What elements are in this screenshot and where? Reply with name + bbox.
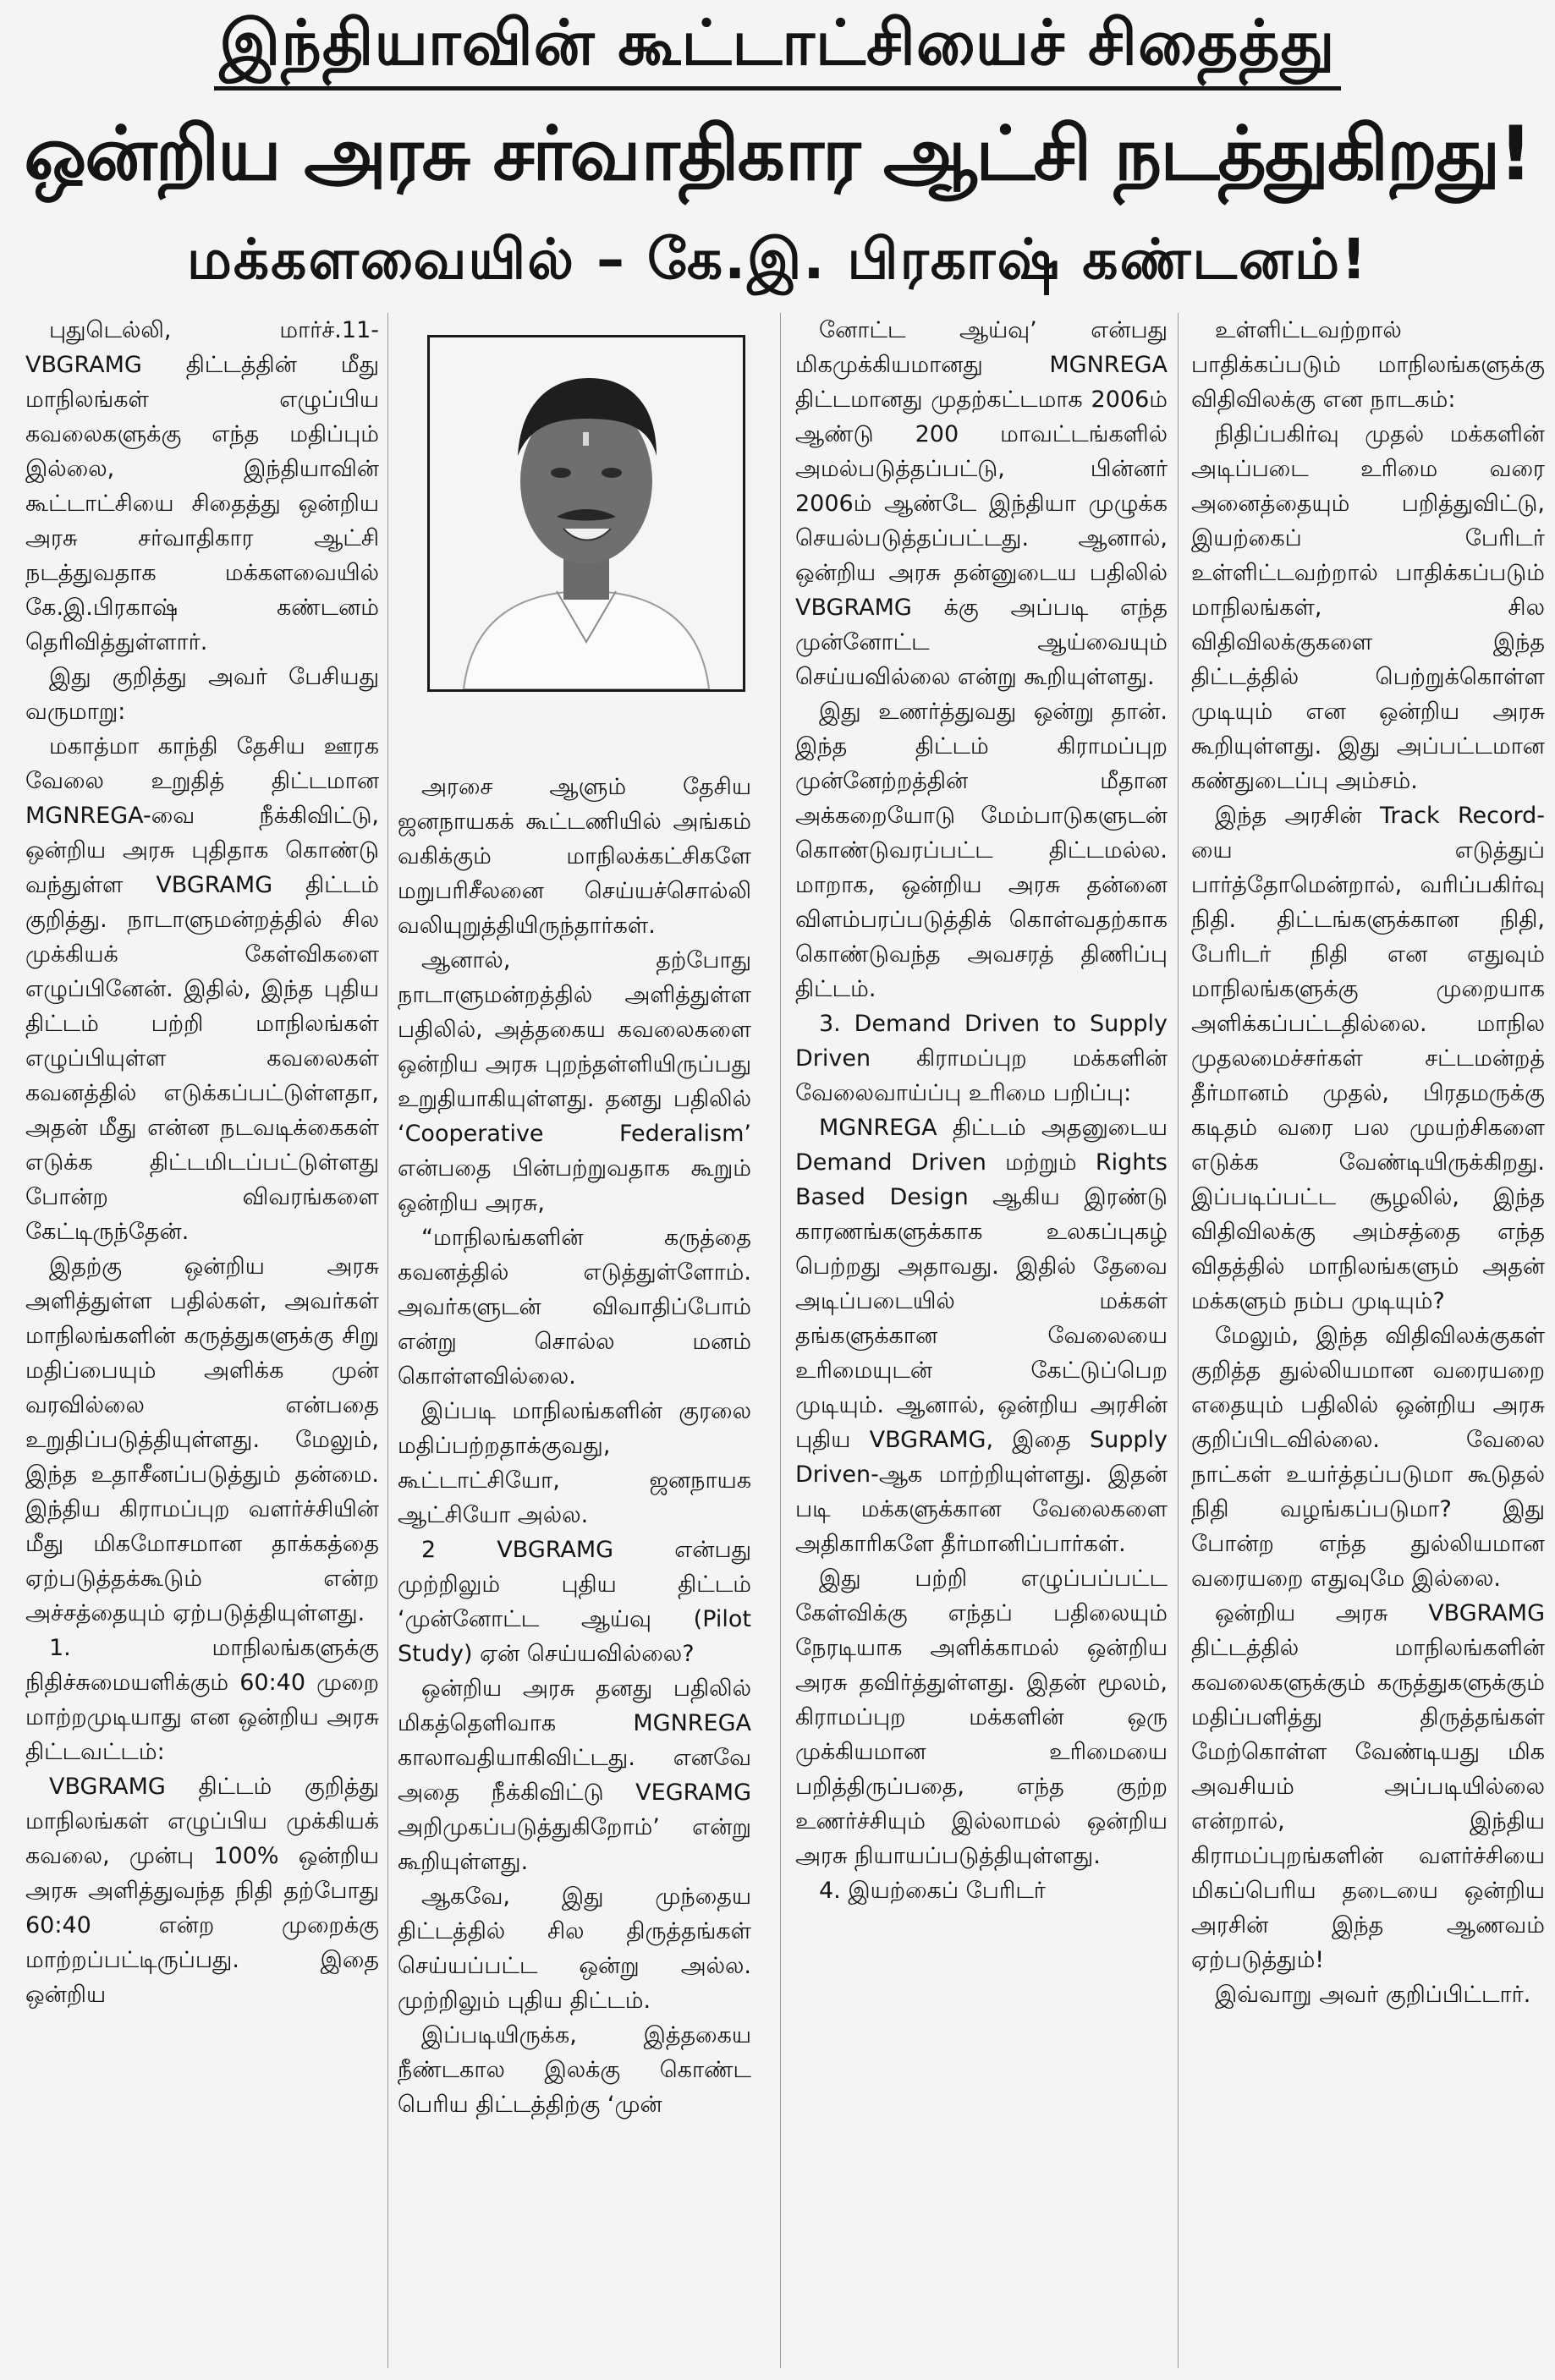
kicker: [0, 7, 1555, 88]
paragraph: இந்த அரசின் Track Record-யை எடுத்துப் பார்த்தோமென்றால், வரிப்பகிர்வு நிதி. திட்டங்களுக்கான நிதி, பேரிடர் நிதி என எதுவும் மாநிலங்களுக்கு முறையாக அளிக்கப்பட்டதில்லை. மாநில முதலமைச்சர்கள் சட்டமன்றத் தீர்மானம் முதல், பிரதமருக்கு கடிதம் வரை பல முயற்சிகளை எடுக்க வேண்டியிருக்கிறது. இப்படிப்பட்ட சூழலில், இந்த விதிவிலக்கு அம்சத்தை எந்த விதத்தில் மாநிலங்களும் அதன் மக்களும் நம்ப முடியும்?: [1191, 803, 1545, 1314]
speaker-photo: [427, 335, 745, 692]
column-3: [795, 313, 1168, 2377]
paragraph: இதற்கு ஒன்றிய அரசு அளித்துள்ள பதில்கள், அவர்கள் மாநிலங்களின் கருத்துகளுக்கு சிறு மதிப்பையும் அளிக்க முன் வரவில்லை என்பதை உறுதிப்படுத்தியுள்ளது. மேலும், இந்த உதாசீனப்படுத்தும் தன்மை. இந்திய கிராமப்புற வளர்ச்சியின் மீது மிகமோசமான தாக்கத்தை ஏற்படுத்தக்கூடும் என்ற அச்சத்தையும் ஏற்படுத்தியுள்ளது.: [25, 1253, 379, 1626]
paragraph: இது உணர்த்துவது ஒன்று தான். இந்த திட்டம் கிராமப்புற முன்னேற்றத்தின் மீதான அக்கறையோடு மேம்பாடுகளுடன் கொண்டுவரப்பட்ட திட்டமல்ல. மாறாக, ஒன்றிய அரசு தன்னை விளம்பரப்படுத்திக் கொள்வதற்காக கொண்டுவந்த அவசரத் திணிப்பு திட்டம்.: [795, 699, 1168, 1002]
section-heading: 1. மாநிலங்களுக்கு நிதிச்சுமையளிக்கும் 60:40 முறை மாற்றமுடியாது என ஒன்றிய அரசு திட்டவட்டம்:: [25, 1635, 379, 1765]
paragraph: மேலும், இந்த விதிவிலக்குகள் குறித்த துல்லியமான வரையறை எதையும் பதிலில் ஒன்றிய அரசு குறிப்பிடவில்லை. வேலை நாட்கள் உயர்த்தப்படுமா கூடுதல் நிதி வழங்கப்படுமா? இது போன்ற எந்த துல்லியமான வரையறை எதுவுமே இல்லை.: [1191, 1323, 1545, 1592]
section-heading: 4. இயற்கைப் பேரிடர்: [819, 1878, 1046, 1904]
paragraph: இது குறித்து அவர் பேசியது வருமாறு:: [25, 664, 379, 725]
section-heading: 3. Demand Driven to Supply Driven கிராமப்புற மக்களின் வேலைவாய்ப்பு உரிமை பறிப்பு:: [795, 1011, 1168, 1106]
paragraph: புதுடெல்லி, மார்ச்.11- VBGRAMG திட்டத்தின் மீது மாநிலங்கள் எழுப்பிய கவலைகளுக்கு எந்த மதிப்பும் இல்லை, இந்தியாவின் கூட்டாட்சியை சிதைத்து ஒன்றிய அரசு சர்வாதிகார ஆட்சி நடத்துவதாக மக்களவையில் கே.இ.பிரகாஷ் கண்டனம் தெரிவித்துள்ளார்.: [25, 317, 379, 655]
paragraph: VBGRAMG திட்டம் குறித்து மாநிலங்கள் எழுப்பிய முக்கியக் கவலை, முன்பு 100% ஒன்றிய அரசு அளித்துவந்த நிதி தற்போது 60:40 என்ற முறைக்கு மாற்றப்பட்டிருப்பது. இதை ஒன்றிய: [25, 1774, 379, 2008]
paragraph: MGNREGA திட்டம் அதனுடைய Demand Driven மற்றும் Rights Based Design ஆகிய இரண்டு காரணங்களுக்காக உலகப்புகழ் பெற்றது அதாவது. இதில் தேவை அடிப்படையில் மக்கள் தங்களுக்கான வேலையை உரிமையுடன் கேட்டுப்பெற முடியும். ஆனால், ஒன்றிய அரசின் புதிய VBGRAMG, இதை Supply Driven-ஆக மாற்றியுள்ளது. இதன் படி மக்களுக்கான வேலைகளை அதிகாரிகளே தீர்மானிப்பார்கள்.: [795, 1115, 1168, 1557]
column-rule: [1178, 313, 1179, 2368]
section-heading: உள்ளிட்டவற்றால் பாதிக்கப்படும் மாநிலங்களுக்கு விதிவிலக்கு என நாடகம்:: [1191, 317, 1545, 413]
column-4: [1191, 313, 1545, 2377]
paragraph: ஒன்றிய அரசு தனது பதிலில் மிகத்தெளிவாக MGNREGA காலாவதியாகிவிட்டது. எனவே அதை நீக்கிவிட்டு VEGRAMG அறிமுகப்படுத்துகிறோம்’ என்று கூறியுள்ளது.: [398, 1675, 751, 1875]
column-1: [25, 313, 379, 2377]
paragraph: இப்படி மாநிலங்களின் குரலை மதிப்பற்றதாக்குவது, கூட்டாட்சியோ, ஜனநாயக ஆட்சியோ அல்ல.: [398, 1398, 751, 1528]
paragraph: னோட்ட ஆய்வு’ என்பது மிகமுக்கியமானது MGNREGA திட்டமானது முதற்கட்டமாக 2006ம் ஆண்டு 200 மாவட்டங்களில் அமல்படுத்தப்பட்டு, பின்னர் 2006ம் ஆண்டே இந்தியா முழுக்க செயல்படுத்தப்பட்டது. ஆனால், ஒன்றிய அரசு தன்னுடைய பதிலில் VBGRAMG க்கு அப்படி எந்த முன்னோட்ட ஆய்வையும் செய்யவில்லை என்று கூறியுள்ளது.: [795, 317, 1168, 690]
paragraph: அரசை ஆளும் தேசிய ஜனநாயகக் கூட்டணியில் அங்கம் வகிக்கும் மாநிலக்கட்சிகளே மறுபரிசீலனை செய்யச்சொல்லி வலியுறுத்தியிருந்தார்கள்.: [398, 774, 751, 939]
paragraph: ஆனால், தற்போது நாடாளுமன்றத்தில் அளித்துள்ள பதிலில், அத்தகைய கவலைகளை ஒன்றிய அரசு புறந்தள்ளியிருப்பது உறுதியாகியுள்ளது. தனது பதிலில் ‘Cooperative Federalism’ என்பதை பின்பற்றுவதாக கூறும் ஒன்றிய அரசு,: [398, 947, 751, 1216]
section-heading: 2 VBGRAMG என்பது முற்றிலும் புதிய திட்டம் ‘முன்னோட்ட ஆய்வு (Pilot Study) ஏன் செய்யவில்லை?: [398, 1537, 751, 1667]
column-2: [398, 770, 751, 2377]
paragraph: இது பற்றி எழுப்பப்பட்ட கேள்விக்கு எந்தப் பதிலையும் நேரடியாக அளிக்காமல் ஒன்றிய அரசு தவிர்த்துள்ளது. இதன் மூலம், கிராமப்புற மக்களின் ஒரு முக்கியமான உரிமையை பறித்திருப்பதை, எந்த குற்ற உணர்ச்சியும் இல்லாமல் ஒன்றிய அரசு நியாயப்படுத்தியுள்ளது.: [795, 1566, 1168, 1869]
subheadline: மக்களவையில் – கே.இ. பிரகாஷ் கண்டனம்!: [186, 227, 1369, 292]
paragraph: இப்படியிருக்க, இத்தகைய நீண்டகால இலக்கு கொண்ட பெரிய திட்டத்திற்கு ‘முன்: [398, 2022, 751, 2118]
quote: “மாநிலங்களின் கருத்தை கவனத்தில் எடுத்துள்ளோம். அவர்களுடன் விவாதிப்போம் என்று சொல்ல மனம் கொள்ளவில்லை.: [398, 1225, 751, 1390]
sign-off: இவ்வாறு அவர் குறிப்பிட்டார்.: [1215, 1982, 1531, 2008]
paragraph: மகாத்மா காந்தி தேசிய ஊரக வேலை உறுதித் திட்டமான MGNREGA-வை நீக்கிவிட்டு, ஒன்றிய அரசு புதிதாக கொண்டு வந்துள்ள VBGRAMG திட்டம் குறித்து. நாடாளுமன்றத்தில் சில முக்கியக் கேள்விகளை எழுப்பினேன். இதில், இந்த புதிய திட்டம் பற்றி மாநிலங்கள் எழுப்பியுள்ள கவலைகள் கவனத்தில் எடுக்கப்பட்டுள்ளதா, அதன் மீது என்ன நடவடிக்கைகள் எடுக்க திட்டமிடப்பட்டுள்ளது போன்ற விவரங்களை கேட்டிருந்தேன்.: [25, 733, 379, 1245]
paragraph: ஒன்றிய அரசு VBGRAMG திட்டத்தில் மாநிலங்களின் கவலைகளுக்கும் கருத்துகளுக்கும் மதிப்பளித்து திருத்தங்கள் மேற்கொள்ள வேண்டியது மிக அவசியம் அப்படியில்லை என்றால், இந்திய கிராமப்புறங்களின் வளர்ச்சியை மிகப்பெரிய தடையை ஒன்றிய அரசின் இந்த ஆணவம் ஏற்படுத்தும்!: [1191, 1600, 1545, 1973]
kicker-text: இந்தியாவின் கூட்டாட்சியைச் சிதைத்து: [214, 7, 1340, 90]
paragraph: ஆகவே, இது முந்தைய திட்டத்தில் சில திருத்தங்கள் செய்யப்பட்ட ஒன்று அல்ல. முற்றிலும் புதிய திட்டம்.: [398, 1884, 751, 2014]
headline: ஒன்றிய அரசு சர்வாதிகார ஆட்சி நடத்துகிறது!: [24, 110, 1531, 197]
column-rule: [780, 313, 781, 2368]
column-rule: [387, 313, 388, 2368]
paragraph: நிதிப்பகிர்வு முதல் மக்களின் அடிப்படை உரிமை வரை அனைத்தையும் பறித்துவிட்டு, இயற்கைப் பேரிடர் உள்ளிட்டவற்றால் பாதிக்கப்படும் மாநிலங்கள், சில விதிவிலக்குகளை இந்த திட்டத்தில் பெற்றுக்கொள்ள முடியும் என ஒன்றிய அரசு கூறியுள்ளது. இது அப்பட்டமான கண்துடைப்பு அம்சம்.: [1191, 421, 1545, 794]
